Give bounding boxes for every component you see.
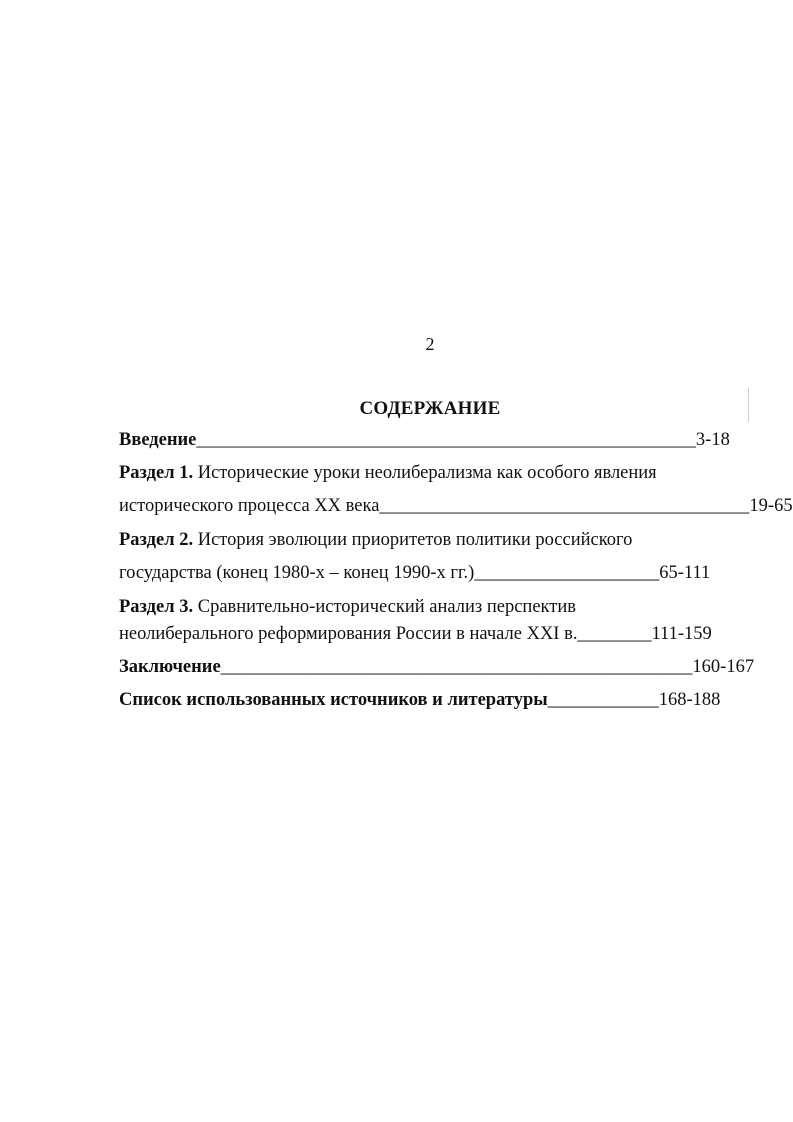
toc-section2-title-line2: государства (конец 1980-х – конец 1990-х гг.) [119,563,475,583]
toc-entry-sources[interactable] [119,689,720,711]
toc-conclusion-leader: ___________________________________________________ [220,657,693,677]
toc-section3-leader: ________ [577,624,652,644]
toc-sources-leader: ____________ [547,690,659,710]
toc-section2-pages: 65-111 [659,563,711,583]
contents-heading: СОДЕРЖАНИЕ [359,398,501,419]
toc-section2-leader: ____________________ [474,563,660,583]
toc-section3-label: Раздел 3. [119,597,194,617]
toc-section3-title-line2: неолиберального реформирования России в начале XXI в. [119,624,578,644]
toc-section1-label: Раздел 1. [119,463,194,483]
toc-entry-section1-line2[interactable] [119,495,793,517]
toc-entry-section1-line1[interactable] [119,462,657,484]
toc-intro-pages: 3-18 [695,430,730,450]
toc-intro-leader: ______________________________________________________ [196,430,696,450]
page-number: 2 [425,334,435,354]
toc-entry-section2-line2[interactable] [119,562,710,584]
toc-section1-title-line2: исторического процесса XX века [119,496,380,516]
toc-entry-section3-line2[interactable] [119,623,712,645]
toc-entry-intro[interactable] [119,429,730,451]
toc-conclusion-pages: 160-167 [692,657,755,677]
toc-section3-title-line1: Сравнительно-исторический анализ перспектив [193,597,576,617]
toc-section1-pages: 19-65 [749,496,793,516]
toc-section1-title-line1: Исторические уроки неолиберализма как особого явления [193,463,657,483]
toc-conclusion-title: Заключение [119,657,221,677]
toc-section1-leader: ________________________________________ [379,496,750,516]
toc-entry-section3-line1[interactable] [119,596,576,618]
toc-sources-pages: 168-188 [658,690,721,710]
toc-section2-label: Раздел 2. [119,530,194,550]
toc-section2-title-line1: История эволюции приоритетов политики российского [193,530,633,550]
toc-entry-conclusion[interactable] [119,656,754,678]
scan-edge-mark [748,388,749,422]
toc-section3-pages: 111-159 [651,624,712,644]
toc-sources-title: Список использованных источников и литературы [119,690,548,710]
toc-entry-section2-line1[interactable] [119,529,632,551]
toc-intro-title: Введение [119,430,197,450]
